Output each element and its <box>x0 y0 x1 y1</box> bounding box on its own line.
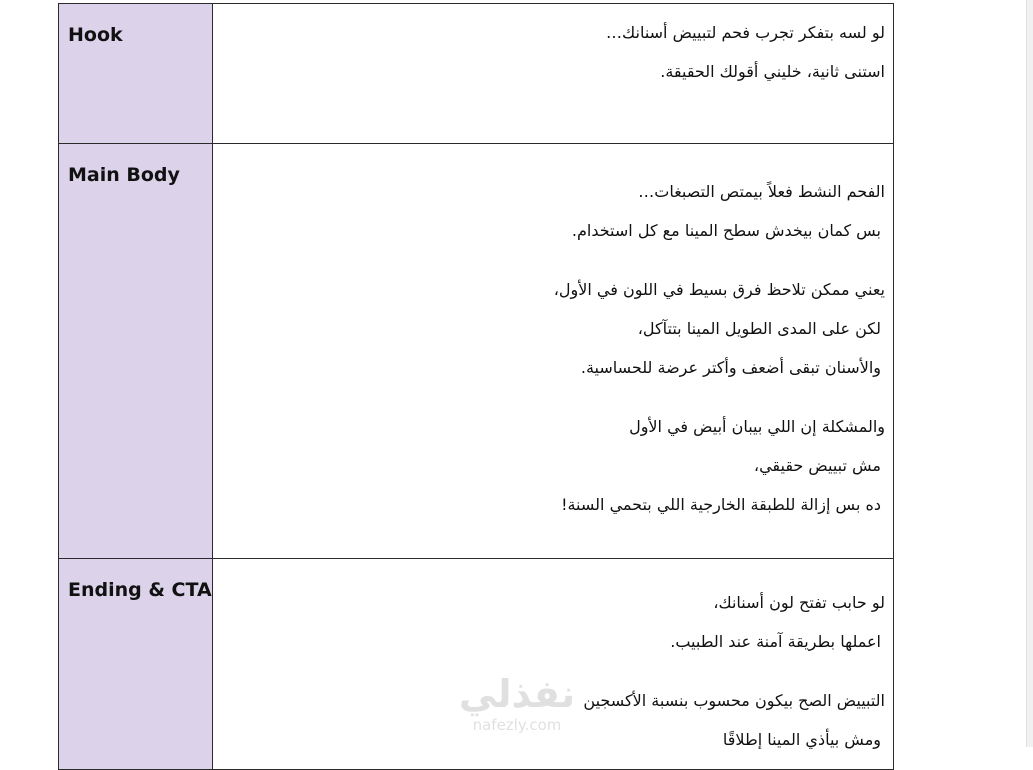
ending-line: التبييض الصح بيكون محسوب بنسبة الأكسجين <box>583 691 885 710</box>
main-body-row <box>59 144 894 559</box>
main-body-content-cell[interactable] <box>213 144 894 559</box>
paragraph-gap <box>213 260 885 280</box>
hook-content-cell[interactable] <box>213 4 894 144</box>
body-line: والمشكلة إن اللي بيبان أبيض في الأول <box>629 417 885 436</box>
main-body-label-cell <box>59 144 213 559</box>
hook-label: Hook <box>68 24 123 46</box>
ending-line: لو حابب تفتح لون أسنانك، <box>713 593 885 612</box>
ending-line: ومش بيأذي المينا إطلاقًا <box>722 730 881 749</box>
body-line: مش تبييض حقيقي، <box>753 456 881 475</box>
body-line: ده بس إزالة للطبقة الخارجية اللي بتحمي السنة! <box>561 495 881 514</box>
script-table <box>58 3 894 770</box>
paragraph-gap <box>213 397 885 417</box>
body-line: يعني ممكن تلاحظ فرق بسيط في اللون في الأول، <box>553 280 885 299</box>
watermark-logo: نفذلي <box>458 672 576 716</box>
hook-row <box>59 4 894 144</box>
body-line: الفحم النشط فعلاً بيمتص التصبغات… <box>638 182 885 201</box>
hook-label-cell <box>59 4 213 144</box>
watermark-url: nafezly.com <box>472 716 562 734</box>
scrollbar-track[interactable] <box>1026 0 1033 747</box>
main-body-label: Main Body <box>68 164 180 186</box>
body-line: والأسنان تبقى أضعف وأكتر عرضة للحساسية. <box>580 358 881 377</box>
hook-line: استنى ثانية، خليني أقولك الحقيقة. <box>660 62 885 81</box>
ending-label: Ending & CTA <box>68 579 212 601</box>
ending-content-cell[interactable] <box>213 559 894 770</box>
ending-row <box>59 559 894 770</box>
paragraph-gap <box>213 671 885 691</box>
body-line: بس كمان بيخدش سطح المينا مع كل استخدام. <box>571 221 881 240</box>
body-line: لكن على المدى الطويل المينا بتتآكل، <box>637 319 881 338</box>
ending-label-cell <box>59 559 213 770</box>
hook-line: لو لسه بتفكر تجرب فحم لتبييض أسنانك… <box>606 23 885 42</box>
ending-line: اعملها بطريقة آمنة عند الطبيب. <box>670 632 881 651</box>
